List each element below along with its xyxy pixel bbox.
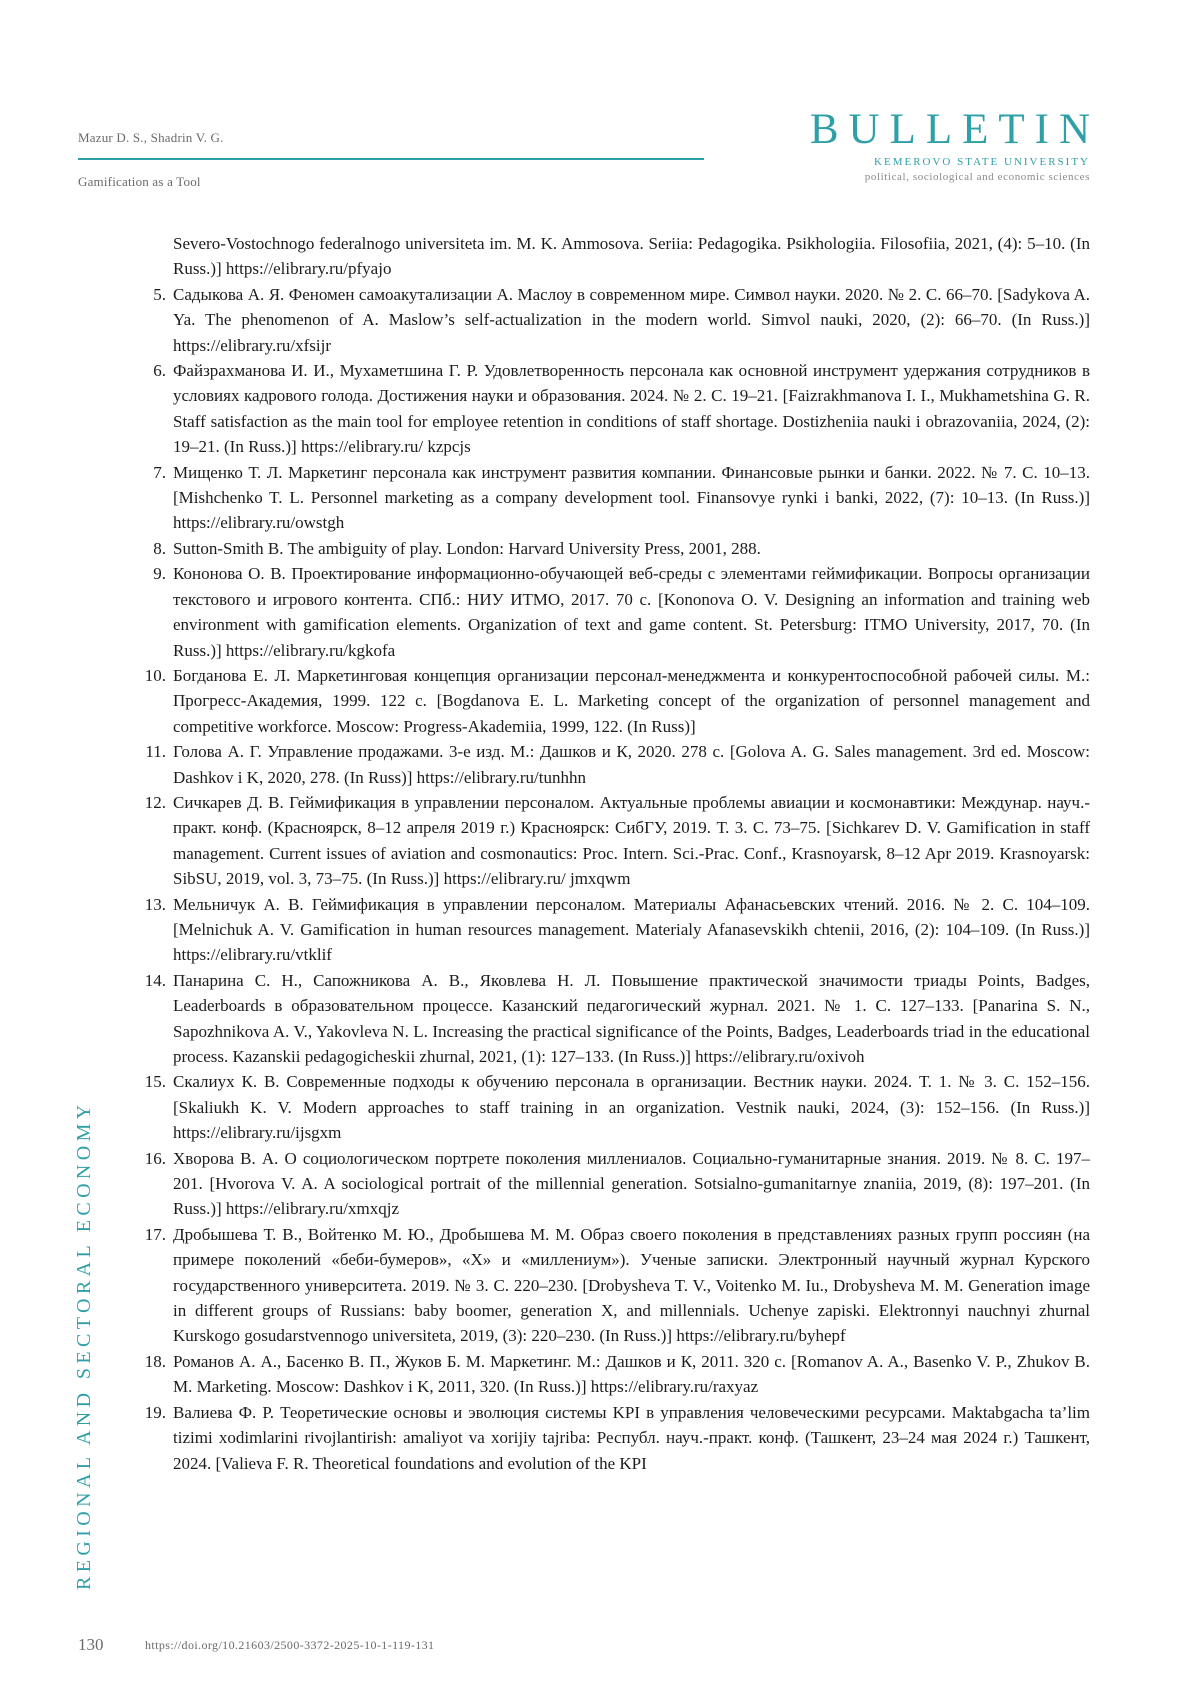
reference-item — [140, 536, 1090, 561]
reference-number: 18. — [140, 1349, 166, 1374]
reference-text: Sutton-Smith B. The ambiguity of play. London: Harvard University Press, 2001, 288. — [173, 536, 1090, 561]
reference-item — [140, 739, 1090, 790]
doi-link[interactable]: https://doi.org/10.21603/2500-3372-2025-10-1-119-131 — [145, 1638, 434, 1653]
reference-item — [140, 1222, 1090, 1349]
reference-text: Скалиух К. В. Современные подходы к обучению персонала в организации. Вестник науки. 2024. Т. 1. № 3. С. 152–156. [Skaliukh K. V. Modern approaches to staff training in an organization. Vestnik nauki, 2024, (3): 152–156. (In Russ.)] https://elibrary.ru/ijsgxm — [173, 1069, 1090, 1145]
journal-name: BULLETIN — [810, 108, 1100, 152]
reference-text: Дробышева Т. В., Войтенко М. Ю., Дробышева М. М. Образ своего поколения в представлениях разных групп россиян (на примере поколений «беби-бумеров», «Х» и «миллениум»). Ученые записки. Электронный научный журнал Курского государственного университета. 2019. № 3. С. 220–230. [Drobysheva T. V., Voitenko M. Iu., Drobysheva M. M. Generation image in different groups of Russians: baby boomer, generation X, and millennials. Uchenye zapiski. Elektronnyi nauchnyi zhurnal Kurskogo gosudarstvennogo universiteta, 2019, (3): 220–230. (In Russ.)] https://elibrary.ru/byhepf — [173, 1222, 1090, 1349]
header-rule — [78, 158, 704, 160]
reference-item — [140, 561, 1090, 663]
reference-text: Мельничук А. В. Геймификация в управлении персоналом. Материалы Афанасьевских чтений. 2016. № 2. С. 104–109. [Melnichuk A. V. Gamification in human resources management. Materialy Afanasevskikh chtenii, 2016, (2): 104–109. (In Russ.)] https://elibrary.ru/vtklif — [173, 892, 1090, 968]
reference-item — [140, 358, 1090, 460]
reference-number: 10. — [140, 663, 166, 688]
reference-item — [140, 663, 1090, 739]
running-header — [78, 130, 706, 190]
reference-text: Романов А. А., Басенко В. П., Жуков Б. М. Маркетинг. М.: Дашков и К, 2011. 320 с. [Romanov A. A., Basenko V. P., Zhukov B. M. Marketing. Moscow: Dashkov i K, 2011, 320. (In Russ.)] https://elibrary.ru/raxyaz — [173, 1349, 1090, 1400]
reference-item — [140, 968, 1090, 1070]
reference-number: 9. — [140, 561, 166, 586]
running-header-authors: Mazur D. S., Shadrin V. G. — [78, 130, 706, 154]
reference-text: Мищенко Т. Л. Маркетинг персонала как инструмент развития компании. Финансовые рынки и банки. 2022. № 7. С. 10–13. [Mishchenko T. L. Personnel marketing as a company development tool. Finansovye rynki i banki, 2022, (7): 10–13. (In Russ.)] https://elibrary.ru/owstgh — [173, 460, 1090, 536]
page-number: 130 — [78, 1635, 104, 1655]
reference-text: Панарина С. Н., Сапожникова А. В., Яковлева Н. Л. Повышение практической значимости триады Points, Badges, Leaderboards в образовательном процессе. Казанский педагогический журнал. 2021. № 1. С. 127–133. [Panarina S. N., Sapozhnikova A. V., Yakovleva N. L. Increasing the practical significance of the Points, Badges, Leaderboards triad in the educational process. Kazanskii pedagogicheskii zhurnal, 2021, (1): 127–133. (In Russ.)] https://elibrary.ru/oxivoh — [173, 968, 1090, 1070]
reference-number: 17. — [140, 1222, 166, 1247]
reference-text: Садыкова А. Я. Феномен самоакутализации А. Маслоу в современном мире. Символ науки. 2020. № 2. С. 66–70. [Sadykova A. Ya. The phenomenon of A. Maslow’s self-actualization in the modern world. Simvol nauki, 2020, (2): 66–70. (In Russ.)] https://elibrary.ru/xfsijr — [173, 282, 1090, 358]
reference-item — [140, 1349, 1090, 1400]
reference-item — [140, 892, 1090, 968]
reference-text: Богданова Е. Л. Маркетинговая концепция организации персонал-менеджмента и конкурентоспособной рабочей силы. М.: Прогресс-Академия, 1999. 122 с. [Bogdanova E. L. Marketing concept of the organization of personnel management and competitive workforce. Moscow: Progress-Akademiia, 1999, 122. (In Russ)] — [173, 663, 1090, 739]
journal-university: KEMEROVO STATE UNIVERSITY — [810, 156, 1090, 168]
running-header-title: Gamification as a Tool — [78, 174, 706, 190]
reference-item — [140, 790, 1090, 892]
reference-number: 12. — [140, 790, 166, 815]
reference-item — [140, 231, 1090, 282]
reference-item — [140, 282, 1090, 358]
section-side-label: REGIONAL AND SECTORAL ECONOMY — [73, 1100, 96, 1590]
reference-number: 6. — [140, 358, 166, 383]
reference-number: 15. — [140, 1069, 166, 1094]
reference-item — [140, 1146, 1090, 1222]
reference-text: Хворова В. А. О социологическом портрете поколения миллениалов. Социально-гуманитарные знания. 2019. № 8. С. 197–201. [Hvorova V. A. A sociological portrait of the millennial generation. Sotsialno-gumanitarnye znaniia, 2019, (8): 197–201. (In Russ.)] https://elibrary.ru/xmxqjz — [173, 1146, 1090, 1222]
reference-list — [140, 231, 1090, 1476]
reference-text: Файзрахманова И. И., Мухаметшина Г. Р. Удовлетворенность персонала как основной инструмент удержания сотрудников в условиях кадрового голода. Достижения науки и образования. 2024. № 2. С. 19–21. [Faizrakhmanova I. I., Mukhametshina G. R. Staff satisfaction as the main tool for employee retention in conditions of staff shortage. Dostizheniia nauki i obrazovaniia, 2024, (2): 19–21. (In Russ.)] https://elibrary.ru/ kzpcjs — [173, 358, 1090, 460]
reference-number: 13. — [140, 892, 166, 917]
reference-number: 19. — [140, 1400, 166, 1425]
reference-text: Severo-Vostochnogo federalnogo universiteta im. M. K. Ammosova. Seriia: Pedagogika. Psikhologiia. Filosofiia, 2021, (4): 5–10. (In Russ.)] https://elibrary.ru/pfyajo — [173, 231, 1090, 282]
reference-text: Сичкарев Д. В. Геймификация в управлении персоналом. Актуальные проблемы авиации и космонавтики: Междунар. науч.-практ. конф. (Красноярск, 8–12 апреля 2019 г.) Красноярск: СибГУ, 2019. Т. 3. С. 73–75. [Sichkarev D. V. Gamification in staff management. Current issues of aviation and cosmonautics: Proc. Intern. Sci.-Prac. Conf., Krasnoyarsk, 8–12 Apr 2019. Krasnoyarsk: SibSU, 2019, vol. 3, 73–75. (In Russ.)] https://elibrary.ru/ jmxqwm — [173, 790, 1090, 892]
reference-number: 11. — [140, 739, 166, 764]
reference-text: Голова А. Г. Управление продажами. 3-е изд. М.: Дашков и К, 2020. 278 с. [Golova A. G. Sales management. 3rd ed. Moscow: Dashkov i K, 2020, 278. (In Russ)] https://elibrary.ru/tunhhn — [173, 739, 1090, 790]
reference-text: Кононова О. В. Проектирование информационно-обучающей веб-среды с элементами геймификации. Вопросы организации текстового и игрового контента. СПб.: НИУ ИТМО, 2017. 70 с. [Kononova O. V. Designing an information and training web environment with gamification elements. Organization of text and game content. St. Petersburg: ITMO University, 2017, 70. (In Russ.)] https://elibrary.ru/kgkofa — [173, 561, 1090, 663]
reference-number: 8. — [140, 536, 166, 561]
journal-brand — [810, 108, 1090, 183]
reference-number: 16. — [140, 1146, 166, 1171]
reference-item — [140, 1400, 1090, 1476]
reference-item — [140, 1069, 1090, 1145]
reference-number: 14. — [140, 968, 166, 993]
reference-text: Валиева Ф. Р. Теоретические основы и эволюция системы KPI в управления человеческими ресурсами. Maktabgacha ta’lim tizimi xodimlarini rivojlantirish: amaliyot va xorijiy tajriba: Республ. науч.-практ. конф. (Ташкент, 23–24 мая 2024 г.) Ташкент, 2024. [Valieva F. R. Theoretical foundations and evolution of the KPI — [173, 1400, 1090, 1476]
reference-item — [140, 460, 1090, 536]
journal-subtitle: political, sociological and economic sciences — [810, 171, 1090, 183]
reference-number: 7. — [140, 460, 166, 485]
reference-number: 5. — [140, 282, 166, 307]
